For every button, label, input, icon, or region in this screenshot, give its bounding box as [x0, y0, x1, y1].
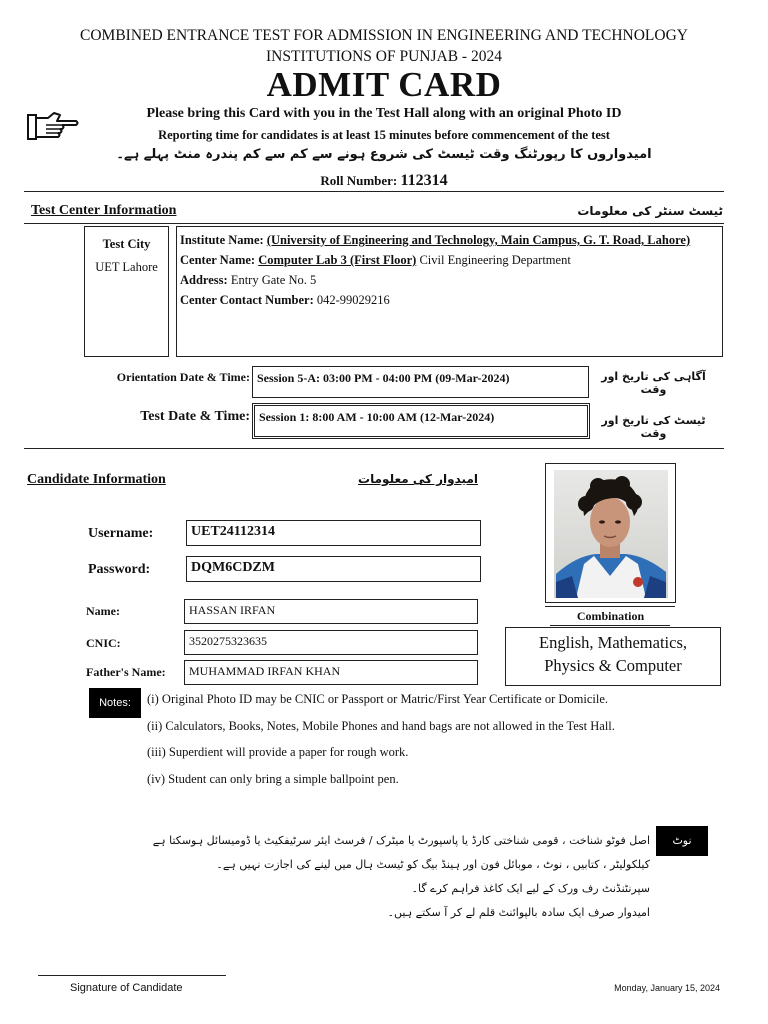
username-label: Username:: [88, 526, 154, 541]
institute-label: Institute Name:: [180, 233, 264, 247]
contact-row: [180, 290, 719, 310]
institute-row: [180, 230, 719, 250]
name-label: Name:: [86, 604, 120, 618]
test-date-label-urdu: ٹیسٹ کی تاریخ اور وقت: [601, 414, 706, 440]
urdu-note-item-2: کیلکولیٹر ، کتابیں ، نوٹ ، موبائل فون اور ہینڈ بیگ کو ٹیسٹ ہال میں لینے کی اجازت نہیں ہے۔: [216, 858, 650, 871]
urdu-note-item-3: سپرنٹنڈنٹ رف ورک کے لیے ایک کاغذ فراہم کرے گا۔: [411, 882, 650, 895]
test-city-value: UET Lahore: [95, 260, 158, 274]
urdu-notes-tag: نوٹ: [656, 826, 708, 856]
signature-label: Signature of Candidate: [70, 982, 183, 994]
address-value: Entry Gate No. 5: [230, 273, 317, 287]
note-item-3: (iii) Superdient will provide a paper for rough work.: [147, 745, 409, 759]
reporting-time-urdu: امیدواروں کا رپورٹنگ وقت ٹیسٹ کی شروع ہونے سے کم سے کم پندرہ منٹ پہلے ہے۔: [116, 147, 652, 162]
combination-value: English, Mathematics, Physics & Computer: [538, 633, 688, 675]
print-date: Monday, January 15, 2024: [614, 983, 720, 993]
combination-label: Combination: [576, 609, 645, 623]
combination-box: [505, 627, 721, 686]
cnic-value: 3520275323635: [189, 634, 267, 648]
combination-underline: [550, 625, 670, 626]
center-department: Civil Engineering Department: [419, 253, 571, 267]
password-value: DQM6CDZM: [191, 560, 275, 575]
address-label: Address:: [180, 273, 228, 287]
password-label: Password:: [88, 562, 151, 577]
signature-line: [38, 975, 226, 976]
orientation-value-box: [252, 366, 589, 398]
father-name-field: [184, 660, 478, 685]
test-city-box: [84, 226, 169, 357]
divider-candidate: [24, 448, 724, 449]
reporting-time-instruction: Reporting time for candidates is at least 15 minutes before commencement of the test: [158, 128, 610, 142]
urdu-note-item-4: امیدوار صرف ایک سادہ بالپوائنٹ قلم لے کر آ سکتے ہیں۔: [387, 906, 650, 919]
cnic-label: CNIC:: [86, 636, 121, 650]
orientation-label-urdu: آگاہی کی تاریخ اور وقت: [601, 370, 706, 396]
divider-top: [24, 191, 724, 192]
center-label: Center Name:: [180, 253, 256, 267]
test-city-label: Test City: [102, 237, 151, 251]
candidate-photo: [545, 463, 676, 603]
header-line-2: INSTITUTIONS OF PUNJAB - 2024: [266, 48, 502, 65]
username-value: UET24112314: [191, 524, 276, 539]
center-value: Computer Lab 3 (First Floor): [258, 253, 417, 267]
header-line-1: COMBINED ENTRANCE TEST FOR ADMISSION IN ENGINEERING AND TECHNOLOGY: [80, 27, 688, 44]
bring-card-instruction: Please bring this Card with you in the Test Hall along with an original Photo ID: [146, 106, 622, 121]
test-date-label: Test Date & Time:: [140, 409, 250, 424]
roll-number-value: 112314: [400, 172, 448, 189]
orientation-value: Session 5-A: 03:00 PM - 04:00 PM (09-Mar-2024): [257, 371, 510, 385]
test-center-section-title-urdu: ٹیسٹ سنٹر کی معلومات: [577, 204, 723, 218]
password-field: [186, 556, 481, 582]
note-item-2: (ii) Calculators, Books, Notes, Mobile Phones and hand bags are not allowed in the Test Hall.: [147, 719, 615, 733]
note-item-1: (i) Original Photo ID may be CNIC or Passport or Matric/First Year Certificate or Domicile.: [147, 692, 609, 706]
candidate-section-title: Candidate Information: [27, 472, 166, 487]
father-name-value: MUHAMMAD IRFAN KHAN: [189, 664, 341, 678]
institute-box: [176, 226, 723, 357]
cnic-field: [184, 630, 478, 655]
address-row: [180, 270, 719, 290]
roll-number-label: Roll Number:: [320, 173, 398, 188]
father-name-label: Father's Name:: [86, 665, 166, 679]
candidate-section-title-urdu: امیدوار کی معلومات: [358, 472, 478, 486]
name-field: [184, 599, 478, 624]
divider-center: [24, 223, 724, 224]
test-date-value: Session 1: 8:00 AM - 10:00 AM (12-Mar-2024): [259, 410, 495, 424]
institute-value: (University of Engineering and Technology, Main Campus, G. T. Road, Lahore): [266, 233, 691, 247]
page-title: ADMIT CARD: [266, 65, 502, 104]
notes-tag: Notes:: [89, 688, 141, 718]
orientation-label: Orientation Date & Time:: [116, 370, 250, 384]
photo-underline: [545, 606, 675, 607]
test-date-value-box: [252, 403, 590, 439]
urdu-note-item-1: اصل فوٹو شناخت ، قومی شناختی کارڈ یا پاسپورٹ یا میٹرک / فرسٹ ایئر سرٹیفکیٹ یا ڈومیسائل ہوسکتا ہے: [152, 834, 650, 847]
roll-number-row: [0, 170, 768, 192]
note-item-4: (iv) Student can only bring a simple ballpoint pen.: [147, 772, 399, 786]
contact-value: 042-99029216: [316, 293, 390, 307]
center-row: [180, 250, 719, 270]
username-field: [186, 520, 481, 546]
test-center-section-title: Test Center Information: [31, 203, 177, 218]
contact-label: Center Contact Number:: [180, 293, 314, 307]
name-value: HASSAN IRFAN: [189, 603, 276, 617]
